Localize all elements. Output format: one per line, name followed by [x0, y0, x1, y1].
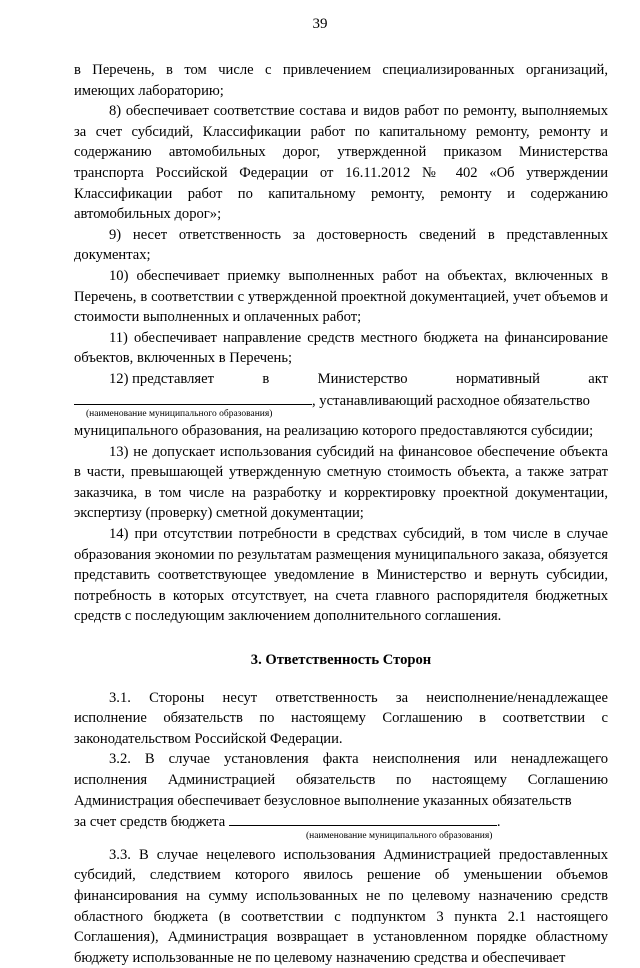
p12-word: 12) представляет [109, 370, 214, 387]
p12-line2-text: , устанавливающий расходное обязательство [312, 392, 590, 409]
page-number: 39 [312, 16, 328, 32]
paragraph-14: 14) при отсутствии потребности в средствах субсидий, в том числе в случае образования экономии по результатам размещения муниципального заказа, обязуется представить соответствующее уведомление в Министерство и вернуть субсидии, потребность в которых отсутствует, на счета главного распорядителя бюджетных средств с последующим заключением дополнительного соглашения. [74, 526, 608, 625]
p12-word: в [262, 370, 270, 387]
paragraph-10: 10) обеспечивает приемку выполненных работ на объектах, включенных в Перечень, в соответствии с утвержденной проектной документацией, учет объемов и стоимости выполненных и оплаченных работ; [74, 267, 608, 326]
p32-end: . [496, 814, 501, 831]
paragraph-7-end: в Перечень, в том числе с привлечением специализированных организаций, имеющих лабораторию; [74, 62, 608, 99]
municipality-blank-line [74, 390, 312, 405]
paragraph-8: 8) обеспечивает соответствие состава и видов работ по ремонту, выполняемых за счет субсидий, Классификации работ по капитальному ремонту, ремонту и содержанию автомобильных дорог, утвержденной приказом Министерства транспорта Российской Федерации от 16.11.2012 № 402 «Об утверждении Классификации работ по капитальному ремонту, ремонту и содержанию автомобильных дорог»; [74, 103, 608, 223]
paragraph-12-rest: муниципального образования, на реализацию которого предоставляются субсидии; [74, 423, 594, 440]
p12-word: нормативный [455, 370, 540, 387]
document-body [74, 60, 608, 968]
p12-word: акт [588, 370, 608, 387]
paragraph-11: 11) обеспечивает направление средств местного бюджета на финансирование объектов, включенных в Перечень; [74, 329, 608, 367]
paragraph-3-3: 3.3. В случае нецелевого использования Администрацией предоставленных субсидий, следствием которого явилось решение об уменьшении объемов финансирования на сумму использованных не по целевому назначению средств областного бюджета (в соответствии с подпунктом 3 пункта 2.1 настоящего Соглашения), Администрация возвращает в установленном порядке областному бюджету использованные не по целевому назначению средства и обеспечивает [74, 846, 608, 966]
municipality-caption: (наименование муниципального образования) [86, 409, 273, 420]
paragraph-12-first-line [74, 369, 608, 390]
section-3-heading: 3. Ответственность Сторон [250, 652, 432, 669]
paragraph-3-2-tail [74, 811, 608, 833]
paragraph-12-second-line [74, 390, 608, 412]
p12-word: Министерство [317, 370, 408, 387]
paragraph-3-2: 3.2. В случае установления факта неисполнения или ненадлежащего исполнения Администрацией обязательств по настоящему Соглашению Администрация обеспечивает безусловное выполнение указанных обязательств [74, 751, 608, 809]
paragraph-9: 9) несет ответственность за достоверность сведений в представленных документах; [74, 226, 608, 264]
paragraph-3-1: 3.1. Стороны несут ответственность за неисполнение/ненадлежащее исполнение обязательств по настоящему Соглашению в соответствии с законодательством Российской Федерации. [74, 689, 608, 747]
budget-caption: (наименование муниципального образования) [306, 830, 493, 841]
paragraph-13: 13) не допускает использования субсидий на финансовое обеспечение объекта в части, превышающей утвержденную сметную стоимость объекта, а также затрат заказчика, в том числе на разработку и корректировку проектной документации, экспертизу (проверку) сметной документации; [74, 443, 608, 522]
budget-blank-line [229, 811, 497, 826]
p32-tail-text: за счет средств бюджета [74, 814, 226, 831]
